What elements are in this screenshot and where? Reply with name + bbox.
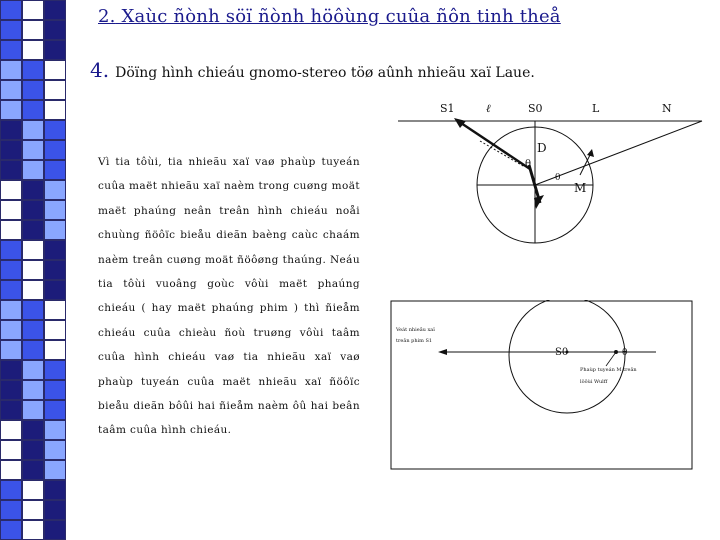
strip-cell xyxy=(22,320,44,340)
strip-cell xyxy=(0,80,22,100)
arrow-head-M xyxy=(587,149,594,157)
note-left-line2: treân phim S1 xyxy=(396,338,433,344)
strip-cell xyxy=(22,360,44,380)
strip-cell xyxy=(44,20,66,40)
strip-cell xyxy=(22,0,44,20)
page-title xyxy=(98,6,561,27)
section-number: 4. xyxy=(90,58,110,82)
strip-cell xyxy=(0,20,22,40)
strip-cell xyxy=(44,140,66,160)
projection-diagram xyxy=(390,300,695,472)
strip-cell xyxy=(0,500,22,520)
strip-cell xyxy=(0,180,22,200)
strip-cell xyxy=(0,380,22,400)
strip-cell xyxy=(0,160,22,180)
strip-cell xyxy=(22,440,44,460)
strip-cell xyxy=(0,120,22,140)
strip-cell xyxy=(44,400,66,420)
paragraph-text: Vì tia tôùi, tia nhieãu xaï vaø phaùp tuyeán cuûa maët nhieãu xaï naèm trong cuøng moät maët phaúng neân treân hình chieáu noåi chuùng ñöôïc bieåu dieãn baèng caùc chaám naèm treân cuøng moät ñöôøng thaúng. Neáu tia tôùi vuoâng goùc vôùi maët phaúng chieáu ( hay maët phaúng phim ) thì ñieåm chieáu cuûa chieàu ñoù truøng vôùi taâm cuûa hình chieáu vaø tia nhieãu xaï vaø phaùp tuyeán cuûa maët nhieãu xaï ñöôïc bieåu dieãn bôûi hai ñieåm naèm ôû hai beân taâm cuûa hình chieáu. xyxy=(98,156,360,437)
label-D: D xyxy=(537,141,547,155)
axis-arrow-head xyxy=(438,349,447,355)
strip-cell xyxy=(0,220,22,240)
strip-cell xyxy=(22,220,44,240)
strip-cell xyxy=(22,40,44,60)
strip-cell xyxy=(0,280,22,300)
diffracted-beam-arrow xyxy=(458,121,530,169)
strip-cell xyxy=(22,380,44,400)
label-M: M xyxy=(574,181,587,195)
strip-cell xyxy=(0,460,22,480)
strip-cell xyxy=(44,80,66,100)
label-N: N xyxy=(662,102,672,115)
strip-cell xyxy=(44,200,66,220)
strip-cell xyxy=(22,100,44,120)
strip-cell xyxy=(22,140,44,160)
strip-cell xyxy=(44,440,66,460)
strip-cell xyxy=(0,40,22,60)
strip-cell xyxy=(22,500,44,520)
strip-cell xyxy=(0,340,22,360)
strip-cell xyxy=(44,340,66,360)
label-s0: S0 xyxy=(528,102,543,115)
label-s0-bottom: S0 xyxy=(555,347,569,358)
title-number: 2. xyxy=(98,6,116,27)
strip-cell xyxy=(44,520,66,540)
label-theta2: θ xyxy=(555,173,561,183)
label-s1: S1 xyxy=(440,102,455,115)
note-left-line1: Veát nhieãu xaï xyxy=(396,327,435,333)
note-right-line2: löôùi Wulff xyxy=(580,379,608,385)
strip-cell xyxy=(0,140,22,160)
strip-cell xyxy=(44,420,66,440)
strip-cell xyxy=(22,260,44,280)
strip-cell xyxy=(44,360,66,380)
label-theta-bottom: θ xyxy=(622,348,628,358)
laue-geometry-diagram xyxy=(380,95,710,255)
strip-cell xyxy=(0,0,22,20)
strip-cell xyxy=(0,320,22,340)
strip-cell xyxy=(44,280,66,300)
strip-cell xyxy=(22,480,44,500)
strip-cell xyxy=(22,180,44,200)
strip-cell xyxy=(22,340,44,360)
strip-cell xyxy=(44,320,66,340)
strip-cell xyxy=(44,380,66,400)
strip-cell xyxy=(22,240,44,260)
strip-cell xyxy=(44,40,66,60)
strip-cell xyxy=(22,420,44,440)
strip-cell xyxy=(0,420,22,440)
strip-cell xyxy=(22,520,44,540)
strip-cell xyxy=(22,80,44,100)
strip-cell xyxy=(44,460,66,480)
strip-cell xyxy=(44,220,66,240)
pointer-line xyxy=(606,352,616,366)
note-right-line1: Phaùp tuyeán M treân xyxy=(580,367,637,373)
section-heading xyxy=(90,58,535,82)
section-text: Döïng hình chieáu gnomo-stereo töø aûnh nhieãu xaï Laue. xyxy=(115,65,535,81)
strip-cell xyxy=(22,280,44,300)
strip-cell xyxy=(44,120,66,140)
strip-cell xyxy=(0,440,22,460)
projection-frame xyxy=(391,301,692,469)
strip-cell xyxy=(22,400,44,420)
strip-cell xyxy=(22,20,44,40)
title-text: Xaùc ñònh söï ñònh höôùng cuûa ñôn tinh theå xyxy=(121,6,561,27)
strip-cell xyxy=(0,240,22,260)
strip-cell xyxy=(0,360,22,380)
strip-cell xyxy=(0,520,22,540)
strip-cell xyxy=(44,160,66,180)
strip-cell xyxy=(0,60,22,80)
strip-cell xyxy=(44,100,66,120)
strip-cell xyxy=(0,260,22,280)
strip-cell xyxy=(0,480,22,500)
strip-cell xyxy=(22,60,44,80)
label-theta: θ xyxy=(525,159,532,170)
strip-cell xyxy=(0,400,22,420)
strip-cell xyxy=(44,60,66,80)
strip-cell xyxy=(44,260,66,280)
strip-cell xyxy=(0,100,22,120)
strip-cell xyxy=(22,160,44,180)
strip-cell xyxy=(44,480,66,500)
strip-cell xyxy=(44,0,66,20)
strip-cell xyxy=(0,200,22,220)
label-l: ℓ xyxy=(486,102,491,115)
decorative-checker-strip xyxy=(0,0,66,540)
strip-cell xyxy=(22,460,44,480)
strip-cell xyxy=(44,180,66,200)
strip-cell xyxy=(44,500,66,520)
strip-cell xyxy=(44,240,66,260)
explanation-paragraph xyxy=(98,150,360,443)
strip-cell xyxy=(44,300,66,320)
strip-cell xyxy=(22,300,44,320)
label-L: L xyxy=(592,102,600,115)
strip-cell xyxy=(22,200,44,220)
dotted-guide xyxy=(480,141,525,167)
strip-cell xyxy=(0,300,22,320)
strip-cell xyxy=(22,120,44,140)
